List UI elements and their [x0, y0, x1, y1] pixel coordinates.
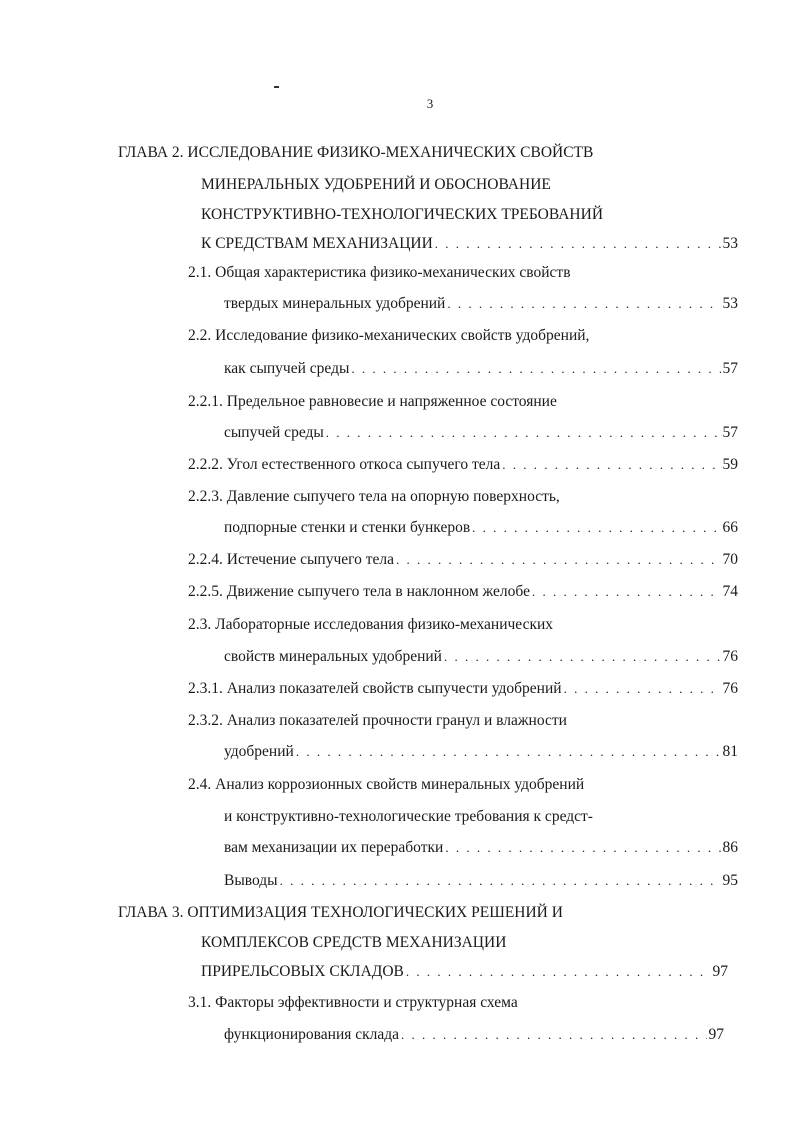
toc-leader — [435, 232, 721, 256]
toc-page-number: 53 — [722, 295, 738, 312]
toc-leader — [502, 453, 720, 477]
toc-leader — [401, 1023, 706, 1047]
toc-leader — [445, 836, 720, 860]
toc-section-2-4-last-line — [224, 836, 738, 860]
toc-section-2-2-5 — [188, 580, 738, 604]
toc-leader — [296, 740, 721, 764]
toc-page-number: 59 — [722, 456, 738, 473]
page-number: 3 — [426, 96, 434, 111]
toc-page-number: 70 — [722, 551, 738, 568]
toc-page-number: 81 — [722, 743, 738, 760]
toc-entry-text: твердых минеральных удобрений — [224, 295, 446, 312]
toc-page-number: 97 — [708, 1026, 724, 1043]
toc-section-2-2-4 — [188, 548, 738, 572]
toc-page-number: 57 — [722, 360, 738, 377]
toc-entry-text: ПРИРЕЛЬСОВЫХ СКЛАДОВ — [201, 963, 404, 980]
toc-page-number: 57 — [722, 424, 738, 441]
toc-entry-text: сыпучей среды — [224, 424, 324, 441]
toc-section-2-2-1: 2.2.1. Предельное равновесие и напряженное состояние — [188, 393, 557, 410]
toc-entry-text: подпорные стенки и стенки бункеров — [224, 519, 471, 536]
toc-leader — [564, 677, 721, 701]
toc-section-2-3-2: 2.3.2. Анализ показателей прочности гранул и влажности — [188, 712, 567, 729]
toc-page-number: 95 — [722, 872, 738, 889]
scan-speck — [274, 86, 279, 88]
toc-entry-text: 2.3.1. Анализ показателей свойств сыпучести удобрений — [188, 680, 562, 697]
toc-chapter-2-last-line — [201, 232, 738, 256]
toc-page-number: 97 — [712, 963, 728, 980]
toc-leader — [447, 292, 720, 316]
toc-chapter-3-title-cont: КОМПЛЕКСОВ СРЕДСТВ МЕХАНИЗАЦИИ — [201, 934, 507, 951]
toc-entry-text: Выводы — [224, 872, 278, 889]
toc-section-2-2: 2.2. Исследование физико-механических свойств удобрений, — [188, 327, 590, 344]
toc-chapter-2-title-cont: КОНСТРУКТИВНО-ТЕХНОЛОГИЧЕСКИХ ТРЕБОВАНИЙ — [201, 206, 604, 223]
toc-section-2-3-2-last-line — [224, 740, 738, 764]
toc-entry-text: вам механизации их переработки — [224, 839, 444, 856]
toc-leader — [472, 516, 720, 540]
toc-section-2-4: 2.4. Анализ коррозионных свойств минеральных удобрений — [188, 776, 585, 793]
toc-section-2-1-last-line — [224, 292, 738, 316]
toc-page-number: 76 — [722, 680, 738, 697]
toc-section-2-2-3-last-line — [224, 516, 738, 540]
toc-leader — [532, 580, 721, 604]
toc-section-2-2-1-last-line — [224, 421, 738, 445]
toc-entry-text: удобрений — [224, 743, 294, 760]
toc-entry-text: 2.2.5. Движение сыпучего тела в наклонном желобе — [188, 583, 530, 600]
toc-section-2-3-1 — [188, 677, 738, 701]
toc-section-2-4-cont: и конструктивно-технологические требования к средст- — [224, 808, 593, 825]
toc-entry-text: как сыпучей среды — [224, 360, 350, 377]
toc-leader — [396, 548, 721, 572]
toc-leader — [406, 960, 711, 984]
toc-entry-text: К СРЕДСТВАМ МЕХАНИЗАЦИИ — [201, 235, 433, 252]
toc-page-number: 53 — [722, 235, 738, 252]
toc-leader — [444, 645, 721, 669]
toc-conclusions — [224, 869, 738, 893]
toc-page-number: 74 — [722, 583, 738, 600]
toc-entry-text: 2.2.2. Угол естественного откоса сыпучего тела — [188, 456, 501, 473]
toc-section-2-2-2 — [188, 453, 738, 477]
toc-section-2-2-3: 2.2.3. Давление сыпучего тела на опорную поверхность, — [188, 488, 560, 505]
toc-section-2-3: 2.3. Лабораторные исследования физико-механических — [188, 616, 554, 633]
toc-leader — [280, 869, 721, 893]
toc-entry-text: 2.2.4. Истечение сыпучего тела — [188, 551, 394, 568]
toc-leader — [351, 357, 720, 381]
toc-section-2-3-last-line — [224, 645, 738, 669]
toc-section-3-1-last-line — [224, 1023, 724, 1047]
toc-chapter-2-title-cont: МИНЕРАЛЬНЫХ УДОБРЕНИЙ И ОБОСНОВАНИЕ — [201, 176, 551, 193]
toc-section-2-1: 2.1. Общая характеристика физико-механических свойств — [188, 264, 571, 281]
toc-section-2-2-last-line — [224, 357, 738, 381]
toc-entry-text: свойств минеральных удобрений — [224, 648, 442, 665]
toc-page-number: 66 — [722, 519, 738, 536]
toc-entry-text: функционирования склада — [224, 1026, 400, 1043]
toc-page-number: 86 — [722, 839, 738, 856]
toc-chapter-3-last-line — [201, 960, 728, 984]
toc-section-3-1: 3.1. Факторы эффективности и структурная схема — [188, 994, 518, 1011]
toc-chapter-2-title: ГЛАВА 2. ИССЛЕДОВАНИЕ ФИЗИКО-МЕХАНИЧЕСКИХ СВОЙСТВ — [118, 144, 594, 161]
toc-chapter-3-title: ГЛАВА 3. ОПТИМИЗАЦИЯ ТЕХНОЛОГИЧЕСКИХ РЕШЕНИЙ И — [118, 904, 563, 921]
toc-leader — [326, 421, 721, 445]
toc-page-number: 76 — [722, 648, 738, 665]
